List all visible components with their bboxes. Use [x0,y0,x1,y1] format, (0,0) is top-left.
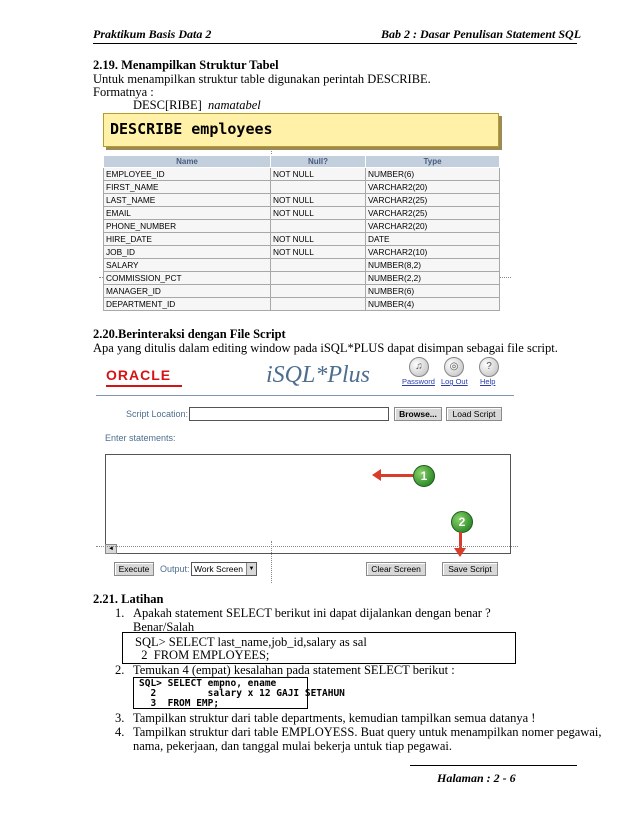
table-row [104,259,500,272]
statements-textarea[interactable] [105,454,511,554]
cell-null [271,259,366,272]
table-row [104,272,500,285]
question-4-text-cont: nama, pekerjaan, dan tanggal mulai bekerja untuk tiap pegawai. [133,739,452,753]
cell-type: DATE [366,233,500,246]
cell-name: SALARY [104,259,271,272]
question-1-text: Apakah statement SELECT berikut ini dapat dijalankan dengan benar ? [133,606,491,620]
oracle-logo: ORACLE [106,367,172,383]
cell-null: NOT NULL [271,233,366,246]
execute-button[interactable]: Execute [114,562,154,576]
cell-null: NOT NULL [271,194,366,207]
load-script-button[interactable]: Load Script [446,407,502,421]
describe-command-text: DESCRIBE employees [110,120,273,138]
browse-button[interactable]: Browse... [394,407,442,421]
item-number: 3. [115,711,125,725]
save-script-button[interactable]: Save Script [442,562,498,576]
table-header-row [104,156,500,168]
code-box-2 [133,677,345,709]
item-number: 2. [115,663,125,677]
table-row [104,207,500,220]
dotted-guide [271,541,272,583]
table-row [104,220,500,233]
cell-type: NUMBER(6) [366,285,500,298]
callout-1: 1 [413,465,435,487]
question-2-text: Temukan 4 (empat) kesalahan pada statement SELECT berikut : [133,663,455,677]
oracle-logo-underline [106,385,182,387]
column-header-type: Type [366,156,500,168]
table-row [104,168,500,181]
cell-type: NUMBER(4) [366,298,500,311]
cell-name: PHONE_NUMBER [104,220,271,233]
cell-type: VARCHAR2(20) [366,181,500,194]
section-2-21-title: 2.21. Latihan [93,592,164,606]
cell-name: EMAIL [104,207,271,220]
cell-name: EMPLOYEE_ID [104,168,271,181]
cell-name: MANAGER_ID [104,285,271,298]
code-line: SQL> SELECT last_name,job_id,salary as sal [135,635,367,649]
enter-statements-label: Enter statements: [105,433,176,443]
cell-null [271,285,366,298]
footer-rule [410,765,577,766]
cell-type: VARCHAR2(10) [366,246,500,259]
header-right: Bab 2 : Dasar Penulisan Statement SQL [381,27,582,41]
format-argument: namatabel [208,98,261,112]
cell-name: DEPARTMENT_ID [104,298,271,311]
table-row [104,298,500,311]
column-header-name: Name [104,156,271,168]
script-location-label: Script Location: [126,409,189,419]
item-number: 4. [115,725,125,739]
section-2-19-text: Untuk menampilkan struktur table digunakan perintah DESCRIBE. [93,72,431,86]
dotted-guide [96,546,518,547]
section-2-20-text: Apa yang ditulis dalam editing window pada iSQL*PLUS dapat disimpan sebagai file script. [93,341,558,355]
cell-null [271,298,366,311]
section-2-19-title: 2.19. Menampilkan Struktur Tabel [93,58,279,72]
top-divider [96,395,514,396]
cell-null [271,272,366,285]
script-location-input[interactable] [189,407,389,421]
output-label: Output: [160,564,190,574]
table-row [104,233,500,246]
clear-screen-button[interactable]: Clear Screen [366,562,426,576]
column-header-null: Null? [271,156,366,168]
cell-type: VARCHAR2(25) [366,194,500,207]
code-line: 2 salary x 12 GAJI SETAHUN [139,688,345,699]
password-icon[interactable]: ♫ [409,357,429,377]
cell-type: VARCHAR2(20) [366,220,500,233]
callout-2: 2 [451,511,473,533]
header-left: Praktikum Basis Data 2 [93,27,212,41]
page-number: Halaman : 2 - 6 [437,771,516,785]
cell-name: HIRE_DATE [104,233,271,246]
callout-arrow-1 [379,474,413,477]
cell-null [271,181,366,194]
table-row [104,194,500,207]
isqlplus-title: iSQL*Plus [266,362,371,388]
code-line: SQL> SELECT empno, ename [139,678,277,689]
question-1-choice: Benar/Salah [133,620,195,634]
code-line: 3 FROM EMP; [139,698,220,709]
cell-type: NUMBER(8,2) [366,259,500,272]
help-icon[interactable]: ? [479,357,499,377]
cell-name: LAST_NAME [104,194,271,207]
table-row [104,246,500,259]
cell-null [271,220,366,233]
code-line: 2 FROM EMPLOYEES; [135,648,270,662]
question-4-text: Tampilkan struktur dari table EMPLOYESS. Buat query untuk menampilkan nomer pegawai, [133,725,602,739]
cell-type: VARCHAR2(25) [366,207,500,220]
describe-result-table [103,155,500,311]
header-rule [93,43,577,44]
item-number: 1. [115,606,125,620]
dropdown-arrow-icon[interactable]: ▼ [246,563,256,575]
describe-command-banner [103,113,499,147]
cell-null: NOT NULL [271,246,366,259]
scroll-left-icon[interactable]: ◄ [105,544,117,554]
cell-null: NOT NULL [271,168,366,181]
cell-type: NUMBER(2,2) [366,272,500,285]
question-3-text: Tampilkan struktur dari table departments, kemudian tampilkan semua datanya ! [133,711,536,725]
cell-name: COMMISSION_PCT [104,272,271,285]
code-box-1 [122,632,516,664]
cell-null: NOT NULL [271,207,366,220]
cell-name: JOB_ID [104,246,271,259]
table-row [104,181,500,194]
arrowhead-down-icon [454,548,466,557]
logout-link[interactable]: Log Out [441,377,468,386]
cell-type: NUMBER(6) [366,168,500,181]
cell-name: FIRST_NAME [104,181,271,194]
format-command: DESC[RIBE] [133,98,202,112]
section-2-20-title: 2.20.Berinteraksi dengan File Script [93,327,286,341]
output-select[interactable] [191,562,257,576]
help-link[interactable]: Help [480,377,496,386]
output-select-value: Work Screen [194,564,243,574]
table-row [104,285,500,298]
logout-icon[interactable]: ◎ [444,357,464,377]
arrowhead-left-icon [372,469,381,481]
format-label: Formatnya : [93,85,154,99]
password-link[interactable]: Password [402,377,435,386]
